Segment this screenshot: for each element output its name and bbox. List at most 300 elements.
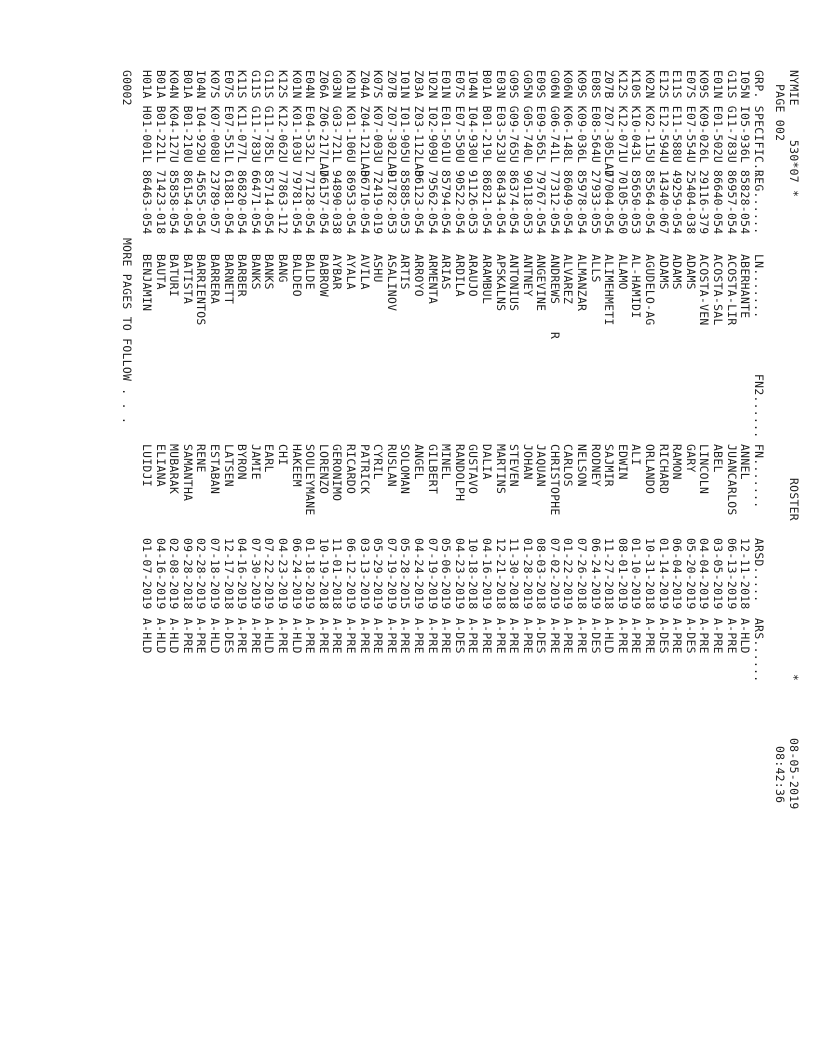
cell-fn: SOLOMAN — [398, 444, 413, 495]
cell-grp: H01A H01-001L — [140, 70, 155, 164]
cell-grp: K12S K12-071U — [615, 70, 630, 164]
cell-fn: MUBARAK — [167, 444, 182, 495]
cell-fn: GERONIMO — [330, 444, 345, 502]
cell-grp: K02N K02-115U — [643, 70, 658, 164]
cell-fn: LINCOLN — [697, 444, 712, 495]
table-row — [670, 70, 684, 870]
cell-arsd: 12-17-2018 — [221, 538, 236, 610]
table-row — [180, 70, 194, 870]
cell-arsd: 05-20-2019 — [683, 538, 698, 610]
cell-reg: 79781-054 — [289, 170, 304, 235]
cell-grp: E12S E12-594U — [656, 70, 671, 164]
cell-arsd: 05-06-2019 — [439, 538, 454, 610]
cell-ln: BALDE — [303, 254, 318, 290]
table-row — [602, 70, 616, 870]
cell-reg: 85564-054 — [643, 170, 658, 235]
cell-arsd: 06-12-2019 — [344, 538, 358, 610]
cell-arsd: 06-24-2019 — [289, 538, 304, 610]
col-ln: LN....... — [751, 254, 766, 319]
cell-arsd: 08-03-2018 — [534, 538, 549, 610]
cell-arsd: 02-28-2019 — [194, 538, 209, 610]
cell-arsd: 07-18-2019 — [208, 538, 223, 610]
cell-reg: 86434-054 — [493, 170, 508, 235]
cell-ln: ANGEVINE — [534, 254, 549, 312]
cell-grp: I01N I01-905U — [398, 70, 413, 164]
cell-ln: AYALA — [344, 254, 358, 290]
cell-arsd: 04-23-2019 — [452, 538, 467, 610]
cell-arsd: 05-29-2019 — [371, 538, 386, 610]
cell-ln: BANG — [276, 254, 291, 283]
table-row — [439, 70, 453, 870]
cell-ars: A-HLD — [140, 618, 155, 654]
cell-arsd: 01-07-2019 — [140, 538, 155, 610]
cell-arsd: 10-31-2018 — [643, 538, 658, 610]
cell-ars: A-PRE — [615, 618, 630, 654]
cell-arsd: 02-08-2019 — [167, 538, 182, 610]
cell-ars: A-PRE — [371, 618, 386, 654]
cell-arsd: 05-28-2015 — [398, 538, 413, 610]
cell-ln: ARAMBUL — [479, 254, 494, 305]
cell-grp: K09S K09-036L — [575, 70, 590, 164]
cell-fn: PATRICK — [357, 444, 372, 495]
cell-grp: I04N I04-930U — [466, 70, 481, 164]
cell-ars: A-PRE — [466, 618, 481, 654]
header-gap — [765, 70, 773, 870]
cell-ars: A-PRE — [411, 618, 426, 654]
column-header-row — [751, 70, 765, 870]
page-number: PAGE 002 — [773, 84, 788, 142]
cell-ars: A-DES — [221, 618, 236, 654]
cell-arsd: 07-22-2019 — [262, 538, 277, 610]
cell-grp: K11S K11-077L — [235, 70, 250, 164]
cell-grp: Z07B Z07-302LAD — [384, 70, 399, 178]
header-line-1 — [786, 70, 800, 870]
table-row — [207, 70, 221, 870]
cell-ln: BENJAMIN — [140, 254, 155, 312]
cell-ars: A-PRE — [507, 618, 522, 654]
table-row — [520, 70, 534, 870]
cell-fn: ALI — [629, 444, 644, 466]
cell-arsd: 01-22-2019 — [561, 538, 576, 610]
table-row — [575, 70, 589, 870]
table-row — [371, 70, 385, 870]
cell-ln: BALDEO — [289, 254, 304, 297]
cell-ln: ANDREWS — [547, 254, 562, 305]
table-row — [683, 70, 697, 870]
cell-reg: 85650-053 — [629, 170, 644, 235]
cell-reg: 85714-054 — [262, 170, 277, 235]
table-row — [289, 70, 303, 870]
cell-ars: A-PRE — [276, 618, 291, 654]
cell-fn: HAKEEM — [289, 444, 304, 487]
cell-reg: 90118-053 — [520, 170, 535, 235]
cell-reg: 72419-019 — [371, 170, 386, 235]
cell-ln: BATISTA — [180, 254, 195, 305]
roster-printout — [40, 70, 800, 870]
table-row — [547, 70, 561, 870]
cell-ln: ADAMS — [683, 254, 698, 290]
cell-grp: Z06A Z06-217LAD — [316, 70, 331, 178]
table-row — [588, 70, 602, 870]
cell-grp: Z03A Z03-112LAD — [411, 70, 426, 178]
cell-reg: 79562-054 — [425, 170, 440, 235]
cell-ln: ARTIS — [398, 254, 413, 290]
cell-ln: AGUDELO-AG — [643, 254, 658, 326]
cell-arsd: 09-28-2018 — [180, 538, 195, 610]
cell-reg: 27933-055 — [588, 170, 603, 235]
cell-reg: 66471-054 — [248, 170, 263, 235]
cell-reg: 76157-054 — [316, 170, 331, 235]
cell-grp: K07S K07-008U — [208, 70, 223, 164]
more-pages-note: MORE PAGES TO FOLLOW . . . — [120, 238, 135, 425]
cell-fn: NELSON — [575, 444, 590, 487]
cell-fn: SOULEYMANE — [303, 444, 318, 516]
cell-reg: 91782-053 — [384, 170, 399, 235]
cell-arsd: 01-28-2019 — [520, 538, 535, 610]
roster-rows — [140, 70, 752, 870]
header-star: * — [787, 674, 801, 682]
cell-reg: 85978-054 — [575, 170, 590, 235]
cell-ln: BARRIENTOS — [194, 254, 209, 326]
cell-grp: K01N K01-103U — [289, 70, 304, 164]
cell-ars: A-HLD — [208, 618, 223, 654]
cell-ars: A-PRE — [479, 618, 494, 654]
table-row — [167, 70, 181, 870]
cell-fn: CYRIL — [371, 444, 386, 480]
cell-fn: EDWIN — [615, 444, 630, 480]
cell-arsd: 11-01-2018 — [330, 538, 345, 610]
cell-fn: EARL — [262, 444, 277, 473]
table-row — [303, 70, 317, 870]
col-fn2: FN2...... — [751, 374, 766, 439]
cell-fn: ORLANDO — [643, 444, 658, 495]
cell-reg: 29116-379 — [697, 170, 712, 235]
report-title: ROSTER — [787, 478, 801, 521]
cell-fn: DALIA — [479, 444, 494, 480]
cell-fn: GUSTAVO — [466, 444, 481, 495]
cell-grp: I02N I02-909U — [425, 70, 440, 164]
cell-ln: ARROYO — [411, 254, 426, 297]
cell-arsd: 07-30-2019 — [248, 538, 263, 610]
cell-fn: CARLOS — [561, 444, 576, 487]
cell-fn: LATSEN — [221, 444, 236, 487]
cell-reg: 86049-054 — [561, 170, 576, 235]
cell-grp: E11S E11-588U — [670, 70, 685, 164]
cell-grp: G09S G09-765U — [507, 70, 522, 164]
cell-reg: 86953-054 — [344, 170, 358, 235]
cell-reg: 45655-054 — [194, 170, 209, 235]
cell-fn: ELIANA — [153, 444, 168, 487]
cell-fn: BYRON — [235, 444, 250, 480]
cell-fn: STEVEN — [507, 444, 522, 487]
cell-reg: 86820-054 — [235, 170, 250, 235]
report-code: 530*07 * — [787, 140, 801, 198]
cell-grp: K10S K10-043L — [629, 70, 644, 164]
cell-ars: A-PRE — [697, 618, 712, 654]
cell-arsd: 04-16-2019 — [235, 538, 250, 610]
cell-arsd: 07-19-2019 — [384, 538, 399, 610]
cell-reg: 91126-053 — [466, 170, 481, 235]
footer-line — [120, 70, 134, 870]
cell-reg: 25404-038 — [683, 170, 698, 235]
cell-reg: 86374-054 — [507, 170, 522, 235]
cell-grp: Z04A Z04-121LAD — [357, 70, 372, 178]
cell-ars: A-PRE — [180, 618, 195, 654]
cell-arsd: 04-23-2019 — [276, 538, 291, 610]
col-reg: REG...... — [751, 170, 766, 235]
cell-ln: ALMANZAR — [575, 254, 590, 312]
table-row — [534, 70, 548, 870]
cell-arsd: 06-24-2019 — [588, 538, 603, 610]
cell-grp: G03N G03-721L — [330, 70, 345, 164]
cell-grp: K07S K07-003U — [371, 70, 386, 164]
table-row — [710, 70, 724, 870]
cell-reg: 85828-054 — [738, 170, 753, 235]
cell-grp: E04N E04-532L — [303, 70, 318, 164]
cell-reg: 61881-054 — [221, 170, 236, 235]
cell-arsd: 01-18-2019 — [303, 538, 318, 610]
cell-arsd: 04-24-2019 — [411, 538, 426, 610]
table-row — [316, 70, 330, 870]
cell-fn: CHRISTOPHE — [547, 444, 562, 516]
cell-reg: 85794-054 — [439, 170, 454, 235]
cell-fn: JOHAN — [520, 444, 535, 480]
cell-ln: ACOSTA-VEN — [697, 254, 712, 326]
cell-ars: A-DES — [534, 618, 549, 654]
cell-arsd: 04-16-2019 — [479, 538, 494, 610]
cell-fn: RICHARD — [656, 444, 671, 495]
cell-reg: 86710-054 — [357, 170, 372, 235]
header-line-2 — [773, 70, 787, 870]
cell-arsd: 08-01-2019 — [615, 538, 630, 610]
cell-grp: E07S E07-554U — [683, 70, 698, 164]
cell-ars: A-PRE — [724, 618, 739, 654]
cell-fn: JUANCARLOS — [724, 444, 739, 516]
cell-reg: 77312-054 — [547, 170, 562, 235]
cell-grp: K01N K01-106U — [344, 70, 358, 164]
cell-reg: 86463-054 — [140, 170, 155, 235]
cell-ln: BATURI — [167, 254, 182, 297]
cell-ars: A-PRE — [493, 618, 508, 654]
table-row — [330, 70, 344, 870]
margin-mark: R — [547, 332, 562, 340]
cell-fn: JAQUAN — [534, 444, 549, 487]
cell-fn: ANGEL — [411, 444, 426, 480]
cell-ln: BANKS — [248, 254, 263, 290]
table-row — [343, 70, 357, 870]
table-row — [248, 70, 262, 870]
cell-ars: A-PRE — [330, 618, 345, 654]
cell-arsd: 01-10-2019 — [629, 538, 644, 610]
cell-reg: 77863-112 — [276, 170, 291, 235]
cell-fn: ABEL — [711, 444, 726, 473]
cell-arsd: 04-16-2019 — [153, 538, 168, 610]
cell-grp: K06N K06-148L — [561, 70, 576, 164]
cell-ars: A-PRE — [344, 618, 358, 654]
cell-grp: E09S E09-565L — [534, 70, 549, 164]
cell-fn: MINEL — [439, 444, 454, 480]
cell-arsd: 12-21-2018 — [493, 538, 508, 610]
col-arsd: ARSD..... — [751, 538, 766, 603]
cell-reg: 79767-054 — [534, 170, 549, 235]
cell-reg: 86640-054 — [711, 170, 726, 235]
table-row — [466, 70, 480, 870]
cell-reg: 70105-050 — [615, 170, 630, 235]
cell-ars: A-PRE — [316, 618, 331, 654]
cell-fn: LUIDJI — [140, 444, 155, 487]
col-fn: FN....... — [751, 444, 766, 509]
cell-fn: RODNEY — [588, 444, 603, 487]
cell-ars: A-PRE — [629, 618, 644, 654]
table-row — [479, 70, 493, 870]
cell-ars: A-PRE — [398, 618, 413, 654]
cell-fn: RANDOLPH — [452, 444, 467, 502]
cell-ars: A-DES — [452, 618, 467, 654]
cell-ars: A-PRE — [561, 618, 576, 654]
cell-fn: LORENZO — [316, 444, 331, 495]
cell-ln: BAUTA — [153, 254, 168, 290]
cell-ln: ARMENTA — [425, 254, 440, 305]
table-row — [398, 70, 412, 870]
cell-arsd: 04-04-2019 — [697, 538, 712, 610]
cell-ln: ALAMO — [615, 254, 630, 290]
cell-fn: GARY — [683, 444, 698, 473]
cell-reg: 85885-053 — [398, 170, 413, 235]
cell-ars: A-DES — [656, 618, 671, 654]
cell-ars: A-PRE — [248, 618, 263, 654]
cell-fn: RUSLAN — [384, 444, 399, 487]
cell-arsd: 06-13-2019 — [724, 538, 739, 610]
cell-ars: A-PRE — [357, 618, 372, 654]
footer-code: G0002 — [120, 70, 135, 106]
cell-reg: 86154-054 — [180, 170, 195, 235]
cell-fn: ANNEL — [738, 444, 753, 480]
cell-grp: I04N I04-929U — [194, 70, 209, 164]
table-row — [697, 70, 711, 870]
cell-arsd: 03-13-2019 — [357, 538, 372, 610]
cell-grp: G11S G11-783U — [248, 70, 263, 164]
cell-ars: A-PRE — [520, 618, 535, 654]
cell-ars: A-PRE — [670, 618, 685, 654]
cell-ln: ALVAREZ — [561, 254, 576, 305]
cell-fn: GILBERT — [425, 444, 440, 495]
cell-ars: A-HLD — [153, 618, 168, 654]
cell-ln: BABROW — [316, 254, 331, 297]
cell-grp: E08S E08-564U — [588, 70, 603, 164]
cell-grp: E01N E01-502U — [711, 70, 726, 164]
cell-grp: K04N K04-127U — [167, 70, 182, 164]
cell-ars: A-HLD — [602, 618, 617, 654]
cell-ln: BANKS — [262, 254, 277, 290]
cell-ars: A-HLD — [167, 618, 182, 654]
cell-reg: 23789-057 — [208, 170, 223, 235]
cell-arsd: 07-26-2018 — [575, 538, 590, 610]
cell-grp: G06N G06-741L — [547, 70, 562, 164]
table-row — [262, 70, 276, 870]
table-row — [221, 70, 235, 870]
cell-ln: ACOSTA-LIR — [724, 254, 739, 326]
cell-ln: ACOSTA-SAL — [711, 254, 726, 326]
table-row — [153, 70, 167, 870]
table-row — [629, 70, 643, 870]
cell-arsd: 06-04-2019 — [670, 538, 685, 610]
table-row — [724, 70, 738, 870]
cell-ln: AYBAR — [330, 254, 345, 290]
table-row — [357, 70, 371, 870]
cell-arsd: 03-05-2019 — [711, 538, 726, 610]
cell-ln: ADAMS — [656, 254, 671, 290]
cell-ln: ARIAS — [439, 254, 454, 290]
cell-ars: A-PRE — [235, 618, 250, 654]
table-row — [140, 70, 154, 870]
cell-fn: MARTINS — [493, 444, 508, 495]
table-row — [275, 70, 289, 870]
cell-fn: CHI — [276, 444, 291, 466]
col-ars: ARS...... — [751, 618, 766, 683]
cell-grp: E03N E03-523U — [493, 70, 508, 164]
cell-grp: E07S E07-551L — [221, 70, 236, 164]
cell-ln: ABERHANTE — [738, 254, 753, 319]
cell-reg: 94890-038 — [330, 170, 345, 235]
cell-ln: ANTNEY — [520, 254, 535, 297]
cell-grp: Z07B Z07-305LAD — [602, 70, 617, 178]
report-time: 08:42:36 — [773, 746, 788, 804]
cell-ars: A-PRE — [425, 618, 440, 654]
cell-arsd: 11-30-2018 — [507, 538, 522, 610]
cell-ars: A-PRE — [643, 618, 658, 654]
cell-ln: ALIMEHMETI — [602, 254, 617, 326]
cell-reg: 77128-054 — [303, 170, 318, 235]
cell-reg: 77004-054 — [602, 170, 617, 235]
cell-arsd: 07-02-2019 — [547, 538, 562, 610]
cell-ars: A-DES — [588, 618, 603, 654]
cell-arsd: 12-11-2018 — [738, 538, 753, 610]
cell-ln: ASHU — [371, 254, 386, 283]
cell-fn: RENE — [194, 444, 209, 473]
report-date: 08-05-2019 — [787, 738, 801, 810]
cell-grp: B01A B01-221L — [153, 70, 168, 164]
table-row — [384, 70, 398, 870]
cell-ln: BARNETT — [221, 254, 236, 305]
table-row — [642, 70, 656, 870]
table-row — [411, 70, 425, 870]
cell-fn: SAJMIR — [602, 444, 617, 487]
table-row — [194, 70, 208, 870]
cell-arsd: 01-14-2019 — [656, 538, 671, 610]
cell-ars: A-PRE — [194, 618, 209, 654]
cell-ln: BARBER — [235, 254, 250, 297]
cell-arsd: 10-19-2018 — [316, 538, 331, 610]
cell-ln: ARDILA — [452, 254, 467, 297]
cell-ars: A-PRE — [384, 618, 399, 654]
cell-fn: JAMIE — [248, 444, 263, 480]
cell-reg: 90522-054 — [452, 170, 467, 235]
cell-grp: G11S G11-785L — [262, 70, 277, 164]
cell-reg: 86123-054 — [411, 170, 426, 235]
table-row — [738, 70, 752, 870]
cell-ln: AVILA — [357, 254, 372, 290]
cell-ars: A-PRE — [303, 618, 318, 654]
cell-reg: 49259-054 — [670, 170, 685, 235]
table-row — [493, 70, 507, 870]
cell-grp: E01N E01-501U — [439, 70, 454, 164]
cell-reg: 86957-054 — [724, 170, 739, 235]
cell-ars: A-HLD — [289, 618, 304, 654]
cell-grp: G11S G11-783U — [724, 70, 739, 164]
cell-ars: A-PRE — [547, 618, 562, 654]
table-row — [507, 70, 521, 870]
cell-grp: B01A B01-210U — [180, 70, 195, 164]
